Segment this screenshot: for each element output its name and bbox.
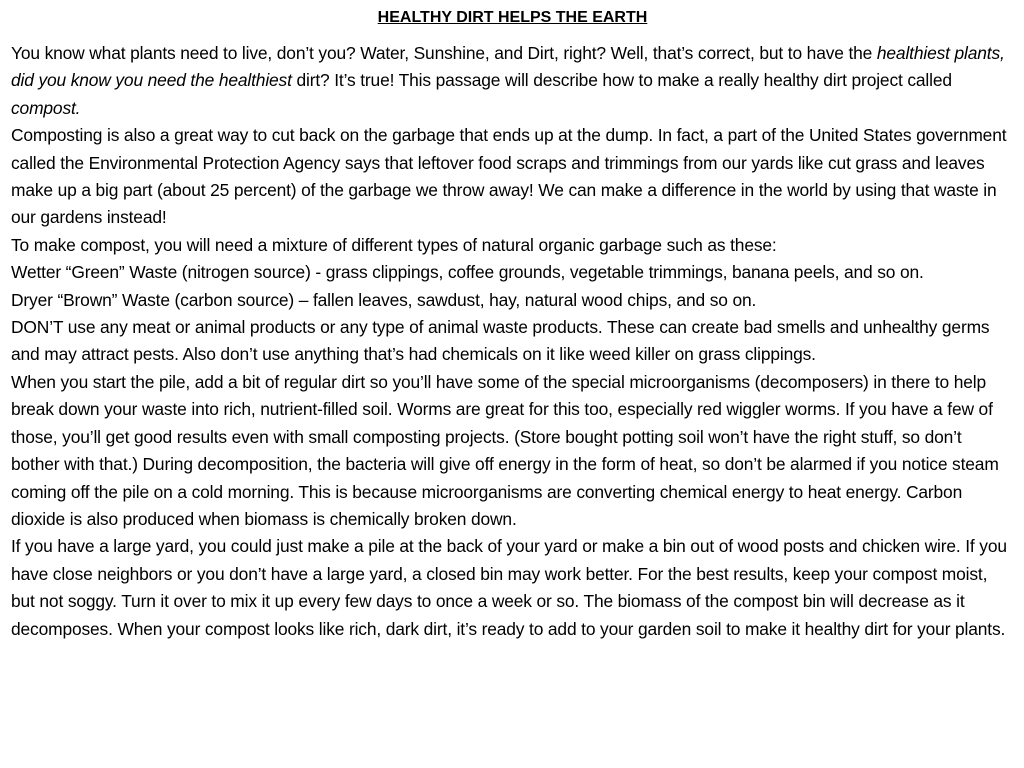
intro-italic-phrase: healthiest plants, did you know you need the healthiest: [11, 43, 1005, 91]
intro-italic-compost: compost.: [11, 97, 81, 118]
document-body: [11, 40, 1014, 643]
paragraph-mixture: To make compost, you will need a mixture of different types of natural organic garbage such as these:: [11, 234, 777, 255]
paragraph-dont-use: DON’T use any meat or animal products or any type of animal waste products. These can create bad smells and unhealthy germs and may attract pests. Also don’t use anything that’s had chemicals on it like weed killer on grass clippings.: [11, 317, 990, 365]
paragraph-garbage: Composting is also a great way to cut back on the garbage that ends up at the dump. In fact, a part of the United States government called the Environmental Protection Agency says that leftover food scraps and trimmings from our yards like cut grass and leaves make up a big part (about 25 percent) of the garbage we throw away! We can make a difference in the world by using that waste in our gardens instead!: [11, 125, 1007, 228]
intro-text-middle: dirt? It’s true! This passage will describe how to make a really healthy dirt project called: [291, 70, 952, 91]
paragraph-brown-waste: Dryer “Brown” Waste (carbon source) – fallen leaves, sawdust, hay, natural wood chips, and so on.: [11, 289, 757, 310]
paragraph-intro: [11, 40, 1014, 122]
paragraph-start-pile: When you start the pile, add a bit of regular dirt so you’ll have some of the special microorganisms (decomposers) in there to help break down your waste into rich, nutrient-filled soil. Worms are great for this too, especially red wiggler worms. If you have a few of those, you’ll get good results even with small composting projects. (Store bought potting soil won’t have the right stuff, so don’t bother with that.) During decomposition, the bacteria will give off energy in the form of heat, so don’t be alarmed if you notice steam coming off the pile on a cold morning. This is because microorganisms are converting chemical energy to heat energy. Carbon dioxide is also produced when biomass is chemically broken down.: [11, 371, 999, 529]
intro-text-start: You know what plants need to live, don’t you? Water, Sunshine, and Dirt, right? Well, that’s correct, but to have the: [11, 43, 877, 63]
paragraph-bin-tips: If you have a large yard, you could just make a pile at the back of your yard or make a bin out of wood posts and chicken wire. If you have close neighbors or you don’t have a large yard, a closed bin may work better. For the best results, keep your compost moist, but not soggy. Turn it over to mix it up every few days to once a week or so. The biomass of the compost bin will decrease as it decomposes. When your compost looks like rich, dark dirt, it’s ready to add to your garden soil to make it healthy dirt for your plants.: [11, 536, 1007, 639]
document-title: HEALTHY DIRT HELPS THE EARTH: [377, 9, 648, 26]
paragraph-green-waste: Wetter “Green” Waste (nitrogen source) - grass clippings, coffee grounds, vegetable trimmings, banana peels, and so on.: [11, 262, 924, 283]
